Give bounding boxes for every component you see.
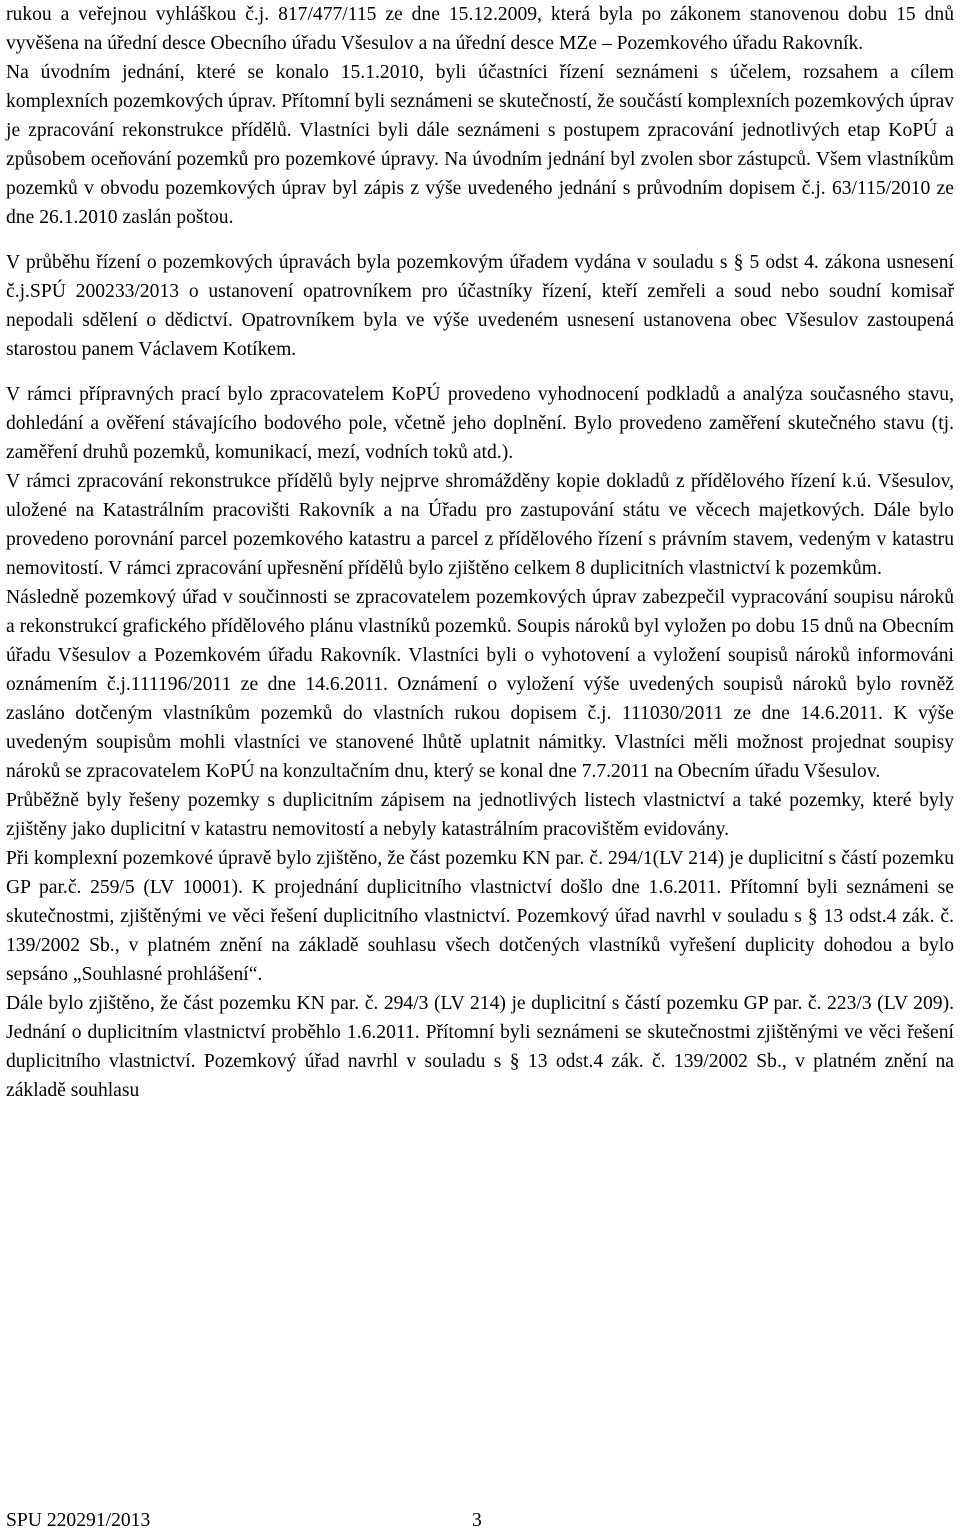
paragraph-9: Dále bylo zjištěno, že část pozemku KN par. č. 294/3 (LV 214) je duplicitní s částí pozemku GP par. č. 223/3 (LV 209). Jednání o duplicitním vlastnictví proběhlo 1.6.2011. Přítomní byli seznámeni se skutečnostmi zjištěnými ve věci řešení duplicitního vlastnictví. Pozemkový úřad navrhl v souladu s § 13 odst.4 zák. č. 139/2002 Sb., v platném znění na základě souhlasu — [6, 993, 954, 1101]
paragraph-1: rukou a veřejnou vyhláškou č.j. 817/477/115 ze dne 15.12.2009, která byla po zákonem stanovenou dobu 15 dnů vyvěšena na úřední desce Obecního úřadu Všesulov a na úřední desce MZe – Pozemkového úřadu Rakovník. — [6, 4, 954, 54]
paragraph-6: Následně pozemkový úřad v součinnosti se zpracovatelem pozemkových úprav zabezpečil vypracování soupisu nároků a rekonstrukcí grafického přídělového plánu vlastníků pozemků. Soupis nároků byl vyložen po dobu 15 dnů na Obecním úřadu Všesulov a Pozemkovém úřadu Rakovník. Vlastníci byli o vyhotovení a vyložení soupisů nároků informováni oznámením č.j.111196/2011 ze dne 14.6.2011. Oznámení o vyložení výše uvedených soupisů nároků bylo rovněž zasláno dotčeným vlastníkům pozemků do vlastních rukou dopisem č.j. 111030/2011 ze dne 14.6.2011. K výše uvedeným soupisům mohli vlastníci ve stanovené lhůtě uplatnit námitky. Vlastníci měli možnost projednat soupisy nároků se zpracovatelem KoPÚ na konzultačním dnu, který se konal dne 7.7.2011 na Obecním úřadu Všesulov. — [6, 587, 954, 782]
paragraph-7: Průběžně byly řešeny pozemky s duplicitním zápisem na jednotlivých listech vlastnictví a také pozemky, které byly zjištěny jako duplicitní v katastru nemovitostí a nebyly katastrálním pracovištěm evidovány. — [6, 790, 954, 840]
document-page — [6, 0, 954, 1105]
paragraph-8: Při komplexní pozemkové úpravě bylo zjištěno, že část pozemku KN par. č. 294/1(LV 214) je duplicitní s částí pozemku GP par.č. 259/5 (LV 10001). K projednání duplicitního vlastnictví došlo dne 1.6.2011. Přítomní byli seznámeni se skutečnostmi, zjištěnými ve věci řešení duplicitního vlastnictví. Pozemkový úřad navrhl v souladu s § 13 odst.4 zák. č. 139/2002 Sb., v platném znění na základě souhlasu všech dotčených vlastníků vyřešení duplicity dohodou a bylo sepsáno „Souhlasné prohlášení“. — [6, 848, 954, 985]
footer-document-id: SPU 220291/2013 — [6, 1510, 151, 1531]
footer-page-number: 3 — [472, 1510, 482, 1531]
paragraph-3: V průběhu řízení o pozemkových úpravách byla pozemkovým úřadem vydána v souladu s § 5 odst 4. zákona usnesení č.j.SPÚ 200233/2013 o ustanovení opatrovníkem pro účastníky řízení, kteří zemřeli a soud nebo soudní komisař nepodali sdělení o dědictví. Opatrovníkem byla ve výše uvedeném usnesení ustanovena obec Všesulov zastoupená starostou panem Václavem Kotíkem. — [6, 252, 954, 360]
page-footer — [6, 1508, 954, 1534]
paragraph-5: V rámci zpracování rekonstrukce přídělů byly nejprve shromážděny kopie dokladů z přídělového řízení k.ú. Všesulov, uložené na Katastrálním pracovišti Rakovník a na Úřadu pro zastupování státu ve věcech majetkových. Dále bylo provedeno porovnání parcel pozemkového katastru a parcel z přídělového řízení s právním stavem, vedeným v katastru nemovitostí. V rámci zpracování upřesnění přídělů bylo zjištěno celkem 8 duplicitních vlastnictví k pozemkům. — [6, 471, 954, 579]
paragraph-2: Na úvodním jednání, které se konalo 15.1.2010, byli účastníci řízení seznámeni s účelem, rozsahem a cílem komplexních pozemkových úprav. Přítomní byli seznámeni se skutečností, že součástí komplexních pozemkových úprav je zpracování rekonstrukce přídělů. Vlastníci byli dále seznámeni s postupem zpracování jednotlivých etap KoPÚ a způsobem oceňování pozemků pro pozemkové úpravy. Na úvodním jednání byl zvolen sbor zástupců. Všem vlastníkům pozemků v obvodu pozemkových úprav byl zápis z výše uvedeného jednání s průvodním dopisem č.j. 63/115/2010 ze dne 26.1.2010 zaslán poštou. — [6, 62, 954, 228]
paragraph-4: V rámci přípravných prací bylo zpracovatelem KoPÚ provedeno vyhodnocení podkladů a analýza současného stavu, dohledání a ověření stávajícího bodového pole, včetně jeho doplnění. Bylo provedeno zaměření skutečného stavu (tj. zaměření druhů pozemků, komunikací, mezí, vodních toků atd.). — [6, 384, 954, 463]
